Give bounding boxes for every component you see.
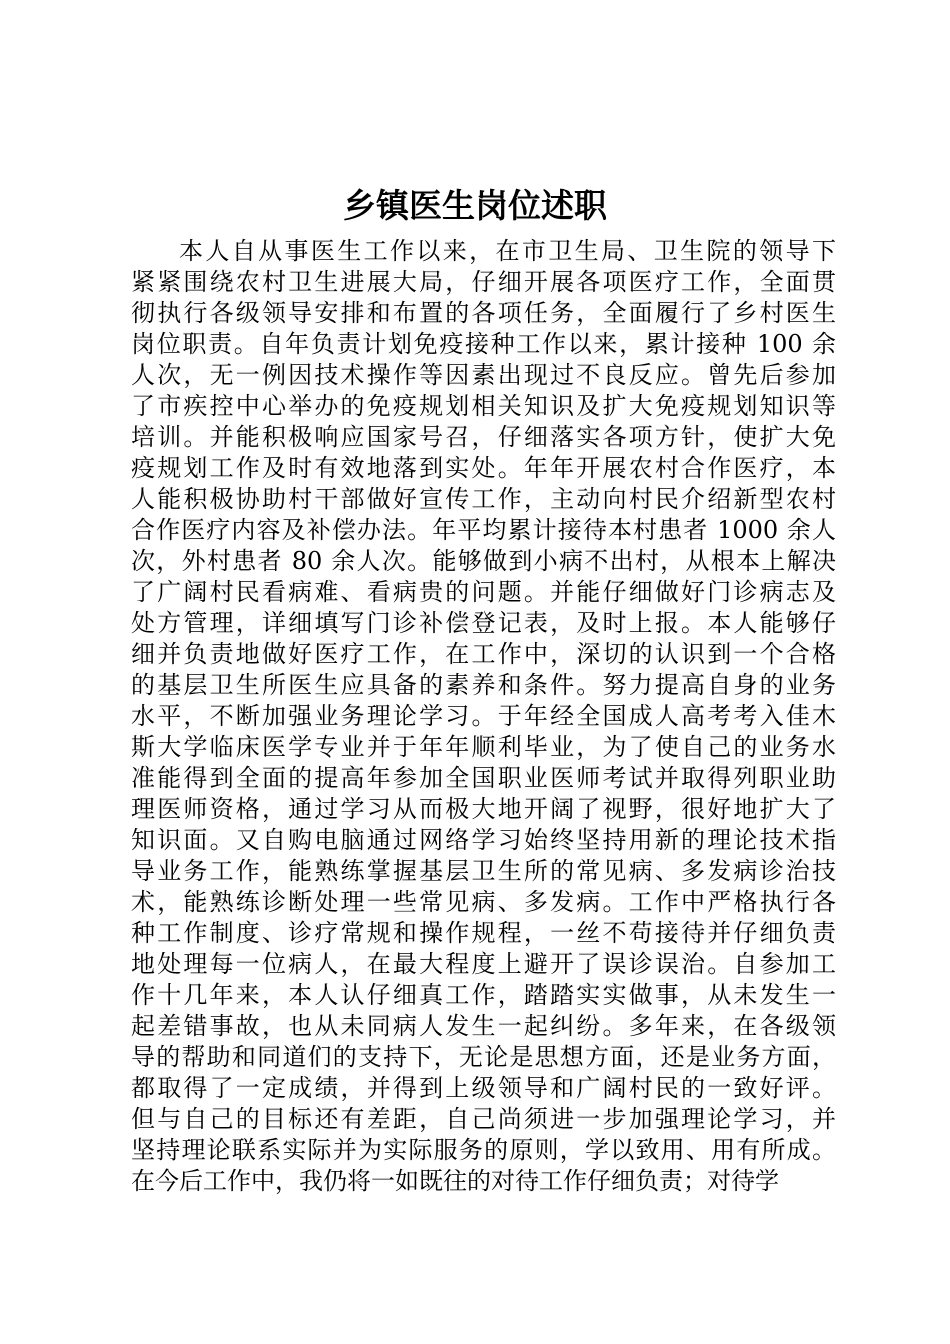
body-text-line: 培训。并能积极响应国家号召，仔细落实各项方针，使扩大免: [131, 423, 836, 451]
body-text-line: 术，能熟练诊断处理一些常见病、多发病。工作中严格执行各: [131, 888, 836, 916]
body-text-line: 的基层卫生所医生应具备的素养和条件。努力提高自身的业务: [131, 671, 836, 699]
body-text-line: 斯大学临床医学专业并于年年顺利毕业，为了使自己的业务水: [131, 733, 836, 761]
body-text-line: 在今后工作中，我仍将一如既往的对待工作仔细负责；对待学: [131, 1167, 779, 1195]
body-text-line: 紧紧围绕农村卫生进展大局，仔细开展各项医疗工作，全面贯: [131, 268, 836, 296]
body-text-line: 岗位职责。自年负责计划免疫接种工作以来，累计接种 100 余: [131, 330, 836, 358]
body-text-line: 合作医疗内容及补偿办法。年平均累计接待本村患者 1000 余人: [131, 516, 836, 544]
body-text-line: 起差错事故，也从未同病人发生一起纠纷。多年来，在各级领: [131, 1012, 836, 1040]
body-text-line: 人能积极协助村干部做好宣传工作，主动向村民介绍新型农村: [131, 485, 836, 513]
body-text-line: 都取得了一定成绩，并得到上级领导和广阔村民的一致好评。: [131, 1074, 836, 1102]
body-text-line: 作十几年来，本人认仔细真工作，踏踏实实做事，从未发生一: [131, 981, 836, 1009]
body-text-line: 彻执行各级领导安排和布置的各项任务，全面履行了乡村医生: [131, 299, 836, 327]
body-text-line: 了广阔村民看病难、看病贵的问题。并能仔细做好门诊病志及: [131, 578, 836, 606]
body-text-line: 水平，不断加强业务理论学习。于年经全国成人高考考入佳木: [131, 702, 836, 730]
body-text-line: 人次，无一例因技术操作等因素出现过不良反应。曾先后参加: [131, 361, 836, 389]
body-text-line: 坚持理论联系实际并为实际服务的原则，学以致用、用有所成。: [131, 1136, 836, 1164]
body-text-line: 导的帮助和同道们的支持下，无论是思想方面，还是业务方面，: [131, 1043, 836, 1071]
body-text-line: 地处理每一位病人，在最大程度上避开了误诊误治。自参加工: [131, 950, 836, 978]
body-text-line: 准能得到全面的提高年参加全国职业医师考试并取得列职业助: [131, 764, 836, 792]
body-text-line: 了市疾控中心举办的免疫规划相关知识及扩大免疫规划知识等: [131, 392, 836, 420]
body-text-line: 处方管理，详细填写门诊补偿登记表，及时上报。本人能够仔: [131, 609, 836, 637]
body-text-line: 细并负责地做好医疗工作，在工作中，深切的认识到一个合格: [131, 640, 836, 668]
body-text-line: 次，外村患者 80 余人次。能够做到小病不出村，从根本上解决: [131, 547, 836, 575]
body-text-line: 但与自己的目标还有差距，自己尚须进一步加强理论学习，并: [131, 1105, 836, 1133]
body-text-line: 疫规划工作及时有效地落到实处。年年开展农村合作医疗，本: [131, 454, 836, 482]
body-text-line: 知识面。又自购电脑通过网络学习始终坚持用新的理论技术指: [131, 826, 836, 854]
document-title: 乡镇医生岗位述职: [343, 186, 607, 225]
document-body: [131, 236, 836, 1197]
body-text-line: 本人自从事医生工作以来，在市卫生局、卫生院的领导下: [179, 237, 836, 265]
body-text-line: 理医师资格，通过学习从而极大地开阔了视野，很好地扩大了: [131, 795, 836, 823]
body-text-line: 种工作制度、诊疗常规和操作规程，一丝不苟接待并仔细负责: [131, 919, 836, 947]
body-text-line: 导业务工作，能熟练掌握基层卫生所的常见病、多发病诊治技: [131, 857, 836, 885]
